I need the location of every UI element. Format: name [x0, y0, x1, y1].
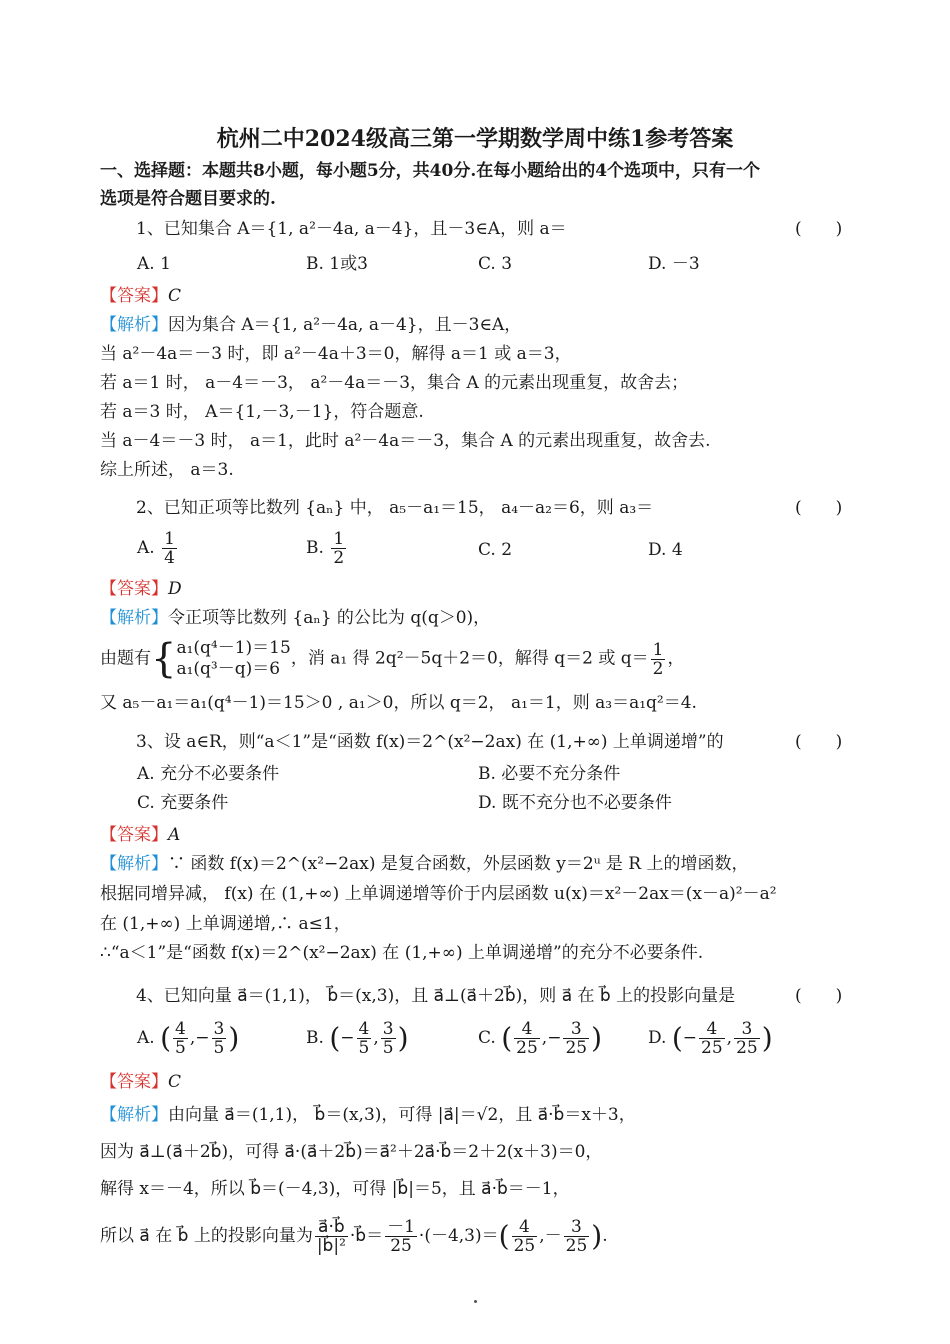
- q2-analysis-fraction: [651, 641, 666, 678]
- q2-option-d: D. 4: [648, 540, 683, 560]
- paren-open-icon: (: [501, 1021, 513, 1055]
- q1-option-c: C. 3: [478, 254, 513, 274]
- fraction: [212, 1020, 227, 1057]
- q2-option-a-fraction: [162, 530, 177, 567]
- q2-analysis-2-post: ，消 a₁ 得 2q²－5q＋2＝0，解得 q＝2 或 q＝: [290, 648, 649, 669]
- q2-analysis-3: 又 a₅－a₁＝a₁(q⁴－1)＝15＞0 , a₁＞0，所以 q＝2， a₁＝1，则 a₃＝a₁q²＝4.: [100, 693, 697, 713]
- q4-option-c: [478, 1020, 602, 1057]
- answer-label: 【答案】: [100, 825, 168, 845]
- fraction: [564, 1218, 590, 1255]
- q4-option-c-label: C.: [478, 1028, 496, 1048]
- q3-option-c: C. 充要条件: [137, 793, 229, 813]
- fraction-denominator: 2: [652, 658, 664, 679]
- fraction-numerator: 4: [175, 1019, 186, 1039]
- q3-answer: [100, 824, 180, 846]
- q3-option-a: A. 充分不必要条件: [137, 764, 280, 784]
- q2-stem: 2、已知正项等比数列 {aₙ} 中， a₅－a₁＝15， a₄－a₂＝6，则 a₃＝: [136, 498, 654, 518]
- fraction-denominator: 25: [516, 1038, 538, 1058]
- fraction-numerator: 1: [652, 639, 664, 660]
- fraction-denominator: 5: [213, 1038, 225, 1058]
- fraction-numerator: 3: [564, 1218, 590, 1237]
- q4-analysis-4-mid2: ·(－4,3)＝: [418, 1226, 499, 1246]
- fraction: [385, 1218, 417, 1255]
- fraction: [512, 1218, 538, 1255]
- paren-close-icon: ): [228, 1021, 240, 1055]
- fraction-denominator: 5: [382, 1038, 394, 1058]
- fraction-denominator: 2: [333, 548, 345, 568]
- q4-option-b: [306, 1020, 409, 1057]
- section-heading-line1: 一、选择题：本题共8小题，每小题5分，共40分.在每小题给出的4个选项中，只有一个: [100, 161, 761, 181]
- fraction-numerator: 4: [514, 1020, 540, 1039]
- q4-answer: [100, 1071, 181, 1093]
- q3-analysis-text-1: ∵ 函数 f(x)＝2^(x²−2ax) 是复合函数，外层函数 y＝2ᵘ 是 R 上的增函数，: [168, 854, 749, 874]
- separator: ,－: [539, 1226, 562, 1246]
- q3-analysis-2: 根据同增异减， f(x) 在 (1,+∞) 上单调递增等价于内层函数 u(x)＝x²－2ax＝(x－a)²－a²: [100, 884, 777, 904]
- fraction-numerator: 4: [699, 1020, 725, 1039]
- q3-option-b: B. 必要不充分条件: [478, 764, 621, 784]
- q2-analysis-2: [100, 638, 684, 680]
- q4-option-d: [648, 1020, 773, 1057]
- q3-answer-blank: ( ): [795, 732, 843, 752]
- fraction-denominator: 5: [358, 1038, 370, 1058]
- fraction: [563, 1020, 589, 1057]
- q3-analysis-4: ∴“a＜1”是“函数 f(x)＝2^(x²−2ax) 在 (1,+∞) 上单调递增”的充分不必要条件.: [100, 943, 704, 963]
- q2-option-a: [137, 530, 179, 567]
- analysis-label: 【解析】: [100, 608, 168, 628]
- q1-answer-blank: ( ): [795, 219, 843, 239]
- equation-1: a₁(q⁴－1)＝15: [176, 638, 291, 658]
- brace-icon: {: [151, 636, 177, 682]
- equation-system: [176, 638, 290, 680]
- q4-analysis-text-1: 由向量 a⃗＝(1,1)， b⃗＝(x,3)，可得 |a⃗|＝√2，且 a⃗·b⃗＝x＋3，: [168, 1105, 636, 1125]
- q4-analysis-4-pre: 所以 a⃗ 在 b⃗ 上的投影向量为: [100, 1226, 313, 1246]
- fraction-numerator: 4: [358, 1019, 370, 1039]
- paren-close-icon: ): [591, 1021, 603, 1055]
- fraction: [514, 1020, 540, 1057]
- q4-answer-value: C: [168, 1072, 182, 1092]
- separator: ,−: [189, 1028, 210, 1048]
- answer-label: 【答案】: [100, 286, 168, 306]
- q2-analysis-text-1: 令正项等比数列 {aₙ} 的公比为 q(q＞0)，: [168, 608, 491, 628]
- q3-analysis-1: [100, 853, 748, 875]
- q2-option-b-fraction: [331, 530, 346, 567]
- q4-analysis-4-end: .: [602, 1226, 608, 1246]
- fraction-denominator: 25: [565, 1038, 588, 1058]
- fraction: [734, 1020, 760, 1057]
- fraction-numerator: 3: [213, 1019, 225, 1039]
- page-title: 杭州二中2024级高三第一学期数学周中练1参考答案: [216, 126, 734, 152]
- q1-analysis-4: 若 a＝3 时， A＝{1,－3,－1}，符合题意.: [100, 402, 424, 422]
- q1-analysis-1: [100, 314, 521, 336]
- section-heading-line2: 选项是符合题目要求的.: [100, 189, 276, 209]
- q2-option-a-label: A.: [137, 538, 155, 558]
- q2-analysis-2-end: ，: [667, 648, 685, 669]
- q4-analysis-2: 因为 a⃗⊥(a⃗＋2b⃗)，可得 a⃗·(a⃗＋2b⃗)＝a⃗²＋2a⃗·b⃗＝2＋2(x＋3)＝0，: [100, 1142, 603, 1162]
- q1-answer: [100, 285, 181, 307]
- separator: ,: [373, 1028, 379, 1048]
- q2-answer: [100, 578, 182, 600]
- analysis-label: 【解析】: [100, 1105, 168, 1125]
- q1-answer-value: C: [168, 286, 182, 306]
- q1-analysis-3: 若 a＝1 时， a－4＝－3， a²－4a＝－3，集合 A 的元素出现重复，故舍去；: [100, 373, 689, 393]
- paren-open-icon: (: [329, 1021, 341, 1055]
- fraction-denominator: 25: [390, 1236, 412, 1256]
- q3-stem: 3、设 a∈R，则“a＜1”是“函数 f(x)＝2^(x²−2ax) 在 (1,+∞) 上单调递增”的: [136, 732, 724, 752]
- q1-stem: 1、已知集合 A＝{1, a²－4a, a－4}，且－3∈A，则 a＝: [136, 219, 567, 239]
- q1-analysis-text-1: 因为集合 A＝{1, a²－4a, a－4}，且－3∈A，: [168, 315, 522, 335]
- paren-open-icon: (: [160, 1021, 172, 1055]
- q2-analysis-2-pre: 由题有: [100, 648, 151, 669]
- fraction: [381, 1020, 396, 1057]
- fraction-numerator: 3: [563, 1020, 589, 1039]
- q4-option-a: [137, 1020, 239, 1057]
- q3-analysis-3: 在 (1,+∞) 上单调递增,∴ a≤1，: [100, 914, 351, 934]
- fraction: [357, 1020, 372, 1057]
- equation-2: a₁(q³－q)＝6: [176, 659, 281, 679]
- fraction-denominator: 4: [164, 548, 175, 568]
- q2-analysis-1: [100, 607, 490, 629]
- answer-label: 【答案】: [100, 1072, 168, 1092]
- q4-option-a-label: A.: [137, 1028, 155, 1048]
- q1-option-a: A. 1: [137, 254, 171, 274]
- q1-analysis-2: 当 a²－4a＝－3 时，即 a²－4a＋3＝0，解得 a＝1 或 a＝3，: [100, 344, 572, 364]
- sign: −: [340, 1028, 355, 1048]
- analysis-label: 【解析】: [100, 854, 168, 874]
- q1-option-b: B. 1或3: [306, 254, 368, 274]
- q4-analysis-4: [100, 1218, 608, 1255]
- fraction-numerator: 4: [512, 1218, 538, 1237]
- answer-label: 【答案】: [100, 579, 168, 599]
- paren-close-icon: ): [397, 1021, 409, 1055]
- fraction-denominator: 25: [513, 1236, 536, 1256]
- fraction-denominator: 25: [701, 1038, 723, 1058]
- fraction: [699, 1020, 725, 1057]
- fraction-numerator: 1: [164, 529, 175, 549]
- paren-open-icon: (: [498, 1219, 510, 1253]
- sign: −: [682, 1028, 698, 1048]
- q4-analysis-1: [100, 1104, 636, 1126]
- q4-analysis-3: 解得 x＝－4，所以 b⃗＝(－4,3)，可得 |b⃗|＝5，且 a⃗·b⃗＝－1，: [100, 1179, 570, 1199]
- fraction-numerator: 3: [734, 1020, 760, 1039]
- separator: ,−: [541, 1028, 562, 1048]
- fraction-denominator: 25: [736, 1038, 758, 1058]
- q1-analysis-5: 当 a－4＝－3 时， a＝1，此时 a²－4a＝－3，集合 A 的元素出现重复，故舍去.: [100, 431, 711, 451]
- q2-option-b: [306, 530, 348, 567]
- q3-option-d: D. 既不充分也不必要条件: [478, 793, 672, 813]
- page-mark: [474, 1300, 477, 1303]
- q3-answer-value: A: [168, 825, 181, 845]
- fraction-numerator: a⃗·b⃗: [315, 1218, 348, 1237]
- fraction-numerator: 1: [333, 529, 345, 549]
- fraction: [173, 1020, 188, 1057]
- q4-answer-blank: ( ): [795, 986, 843, 1006]
- q1-option-d: D. －3: [648, 254, 700, 274]
- analysis-label: 【解析】: [100, 315, 168, 335]
- q2-option-b-label: B.: [306, 538, 324, 558]
- fraction-numerator: 3: [382, 1019, 394, 1039]
- paren-close-icon: ): [761, 1021, 773, 1055]
- fraction-denominator: 25: [565, 1236, 588, 1256]
- separator: ,: [726, 1028, 733, 1048]
- q1-analysis-6: 综上所述， a＝3.: [100, 460, 234, 480]
- paren-open-icon: (: [671, 1021, 683, 1055]
- paren-close-icon: ): [591, 1219, 603, 1253]
- q2-answer-blank: ( ): [795, 498, 843, 518]
- q4-option-b-label: B.: [306, 1028, 324, 1048]
- fraction: [315, 1218, 348, 1255]
- q4-stem: 4、已知向量 a⃗＝(1,1)， b⃗＝(x,3)，且 a⃗⊥(a⃗＋2b⃗)，则 a⃗ 在 b⃗ 上的投影向量是: [136, 986, 736, 1006]
- fraction-numerator: －1: [387, 1217, 415, 1237]
- fraction-denominator: 5: [175, 1038, 186, 1058]
- q2-option-c: C. 2: [478, 540, 513, 560]
- q4-analysis-4-mid1: ·b⃗＝: [349, 1226, 384, 1246]
- q4-option-d-label: D.: [648, 1028, 667, 1048]
- q2-answer-value: D: [168, 579, 182, 599]
- fraction-denominator: |b⃗|²: [316, 1236, 346, 1256]
